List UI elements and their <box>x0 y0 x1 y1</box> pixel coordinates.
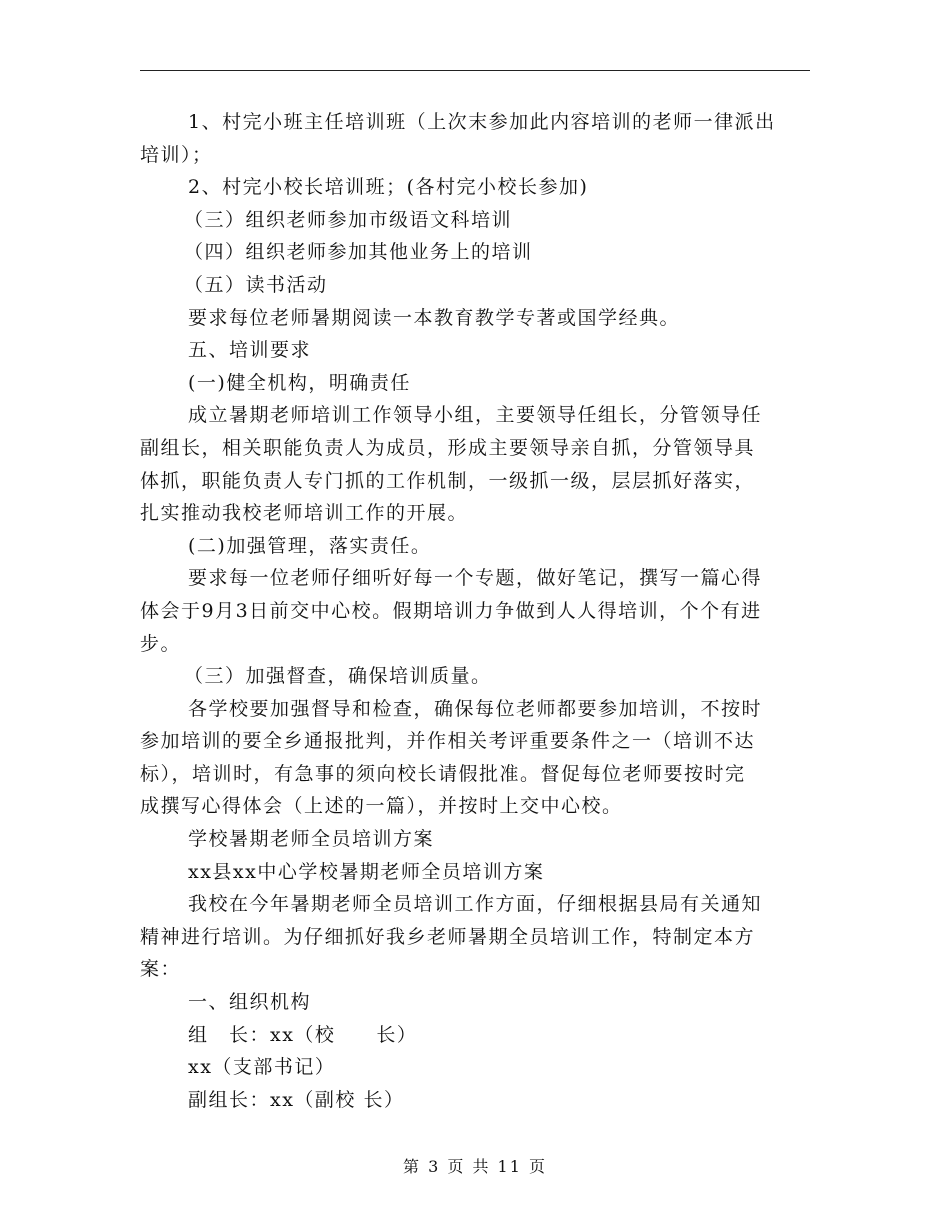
text-line-21: 标），培训时，有急事的须向校长请假批准。督促每位老师要按时完 <box>140 762 746 785</box>
text-line-7: 要求每位老师暑期阅读一本教育教学专著或国学经典。 <box>188 306 681 329</box>
text-line-2: 培训）； <box>140 143 213 166</box>
text-line-6: （五）读书活动 <box>184 273 328 296</box>
text-line-3: 2、村完小校长培训班；(各村完小校长参加) <box>188 176 589 199</box>
document-body <box>140 106 812 1116</box>
plan-title: 学校暑期老师全员培训方案 <box>188 828 435 851</box>
text-line-27: 案： <box>140 958 182 981</box>
header-divider <box>140 70 810 71</box>
text-line-1: 1、村完小班主任培训班（上次末参加此内容培训的老师一律派出 <box>188 111 776 133</box>
text-line-11: 副组长，相关职能负责人为成员，形成主要领导亲自抓，分管领导具 <box>140 436 756 459</box>
text-line-12: 体抓，职能负责人专门抓的工作机制，一级抓一级，层层抓好落实， <box>140 469 756 492</box>
text-line-16: 体会于9月3日前交中心校。假期培训力争做到人人得培训，个个有进 <box>140 599 762 622</box>
subheading-1: (一)健全机构，明确责任 <box>188 371 411 394</box>
text-line-30: xx（支部书记） <box>188 1056 336 1079</box>
text-line-5: （四）组织老师参加其他业务上的培训 <box>184 241 533 264</box>
section-heading-1: 一、组织机构 <box>188 991 312 1014</box>
text-line-22: 成撰写心得体会（上述的一篇），并按时上交中心校。 <box>140 795 623 818</box>
subheading-2: (二)加强管理，落实责任。 <box>188 534 432 557</box>
text-line-29: 组 长：xx（校 长） <box>188 1023 418 1046</box>
text-line-25: 我校在今年暑期老师全员培训工作方面，仔细根据县局有关通知 <box>188 893 763 916</box>
text-line-19: 各学校要加强督导和检查，确保每位老师都要参加培训，不按时 <box>188 697 763 720</box>
plan-subtitle: xx县xx中心学校暑期老师全员培训方案 <box>188 860 545 883</box>
section-heading-5: 五、培训要求 <box>188 339 312 362</box>
text-line-26: 精神进行培训。为仔细抓好我乡老师暑期全员培训工作，特制定本方 <box>140 925 756 948</box>
text-line-20: 参加培训的要全乡通报批判，并作相关考评重要条件之一（培训不达 <box>140 730 756 753</box>
text-line-13: 扎实推动我校老师培训工作的开展。 <box>140 502 469 525</box>
subheading-3: （三）加强督查，确保培训质量。 <box>184 665 492 688</box>
text-line-17: 步。 <box>140 632 182 655</box>
text-line-10: 成立暑期老师培训工作领导小组，主要领导任组长，分管领导任 <box>188 404 763 427</box>
page-number-footer: 第 3 页 共 11 页 <box>403 1157 547 1176</box>
text-line-31: 副组长：xx（副校 长） <box>188 1088 405 1111</box>
text-line-4: （三）组织老师参加市级语文科培训 <box>184 208 513 231</box>
text-line-15: 要求每一位老师仔细听好每一个专题，做好笔记，撰写一篇心得 <box>188 567 763 590</box>
